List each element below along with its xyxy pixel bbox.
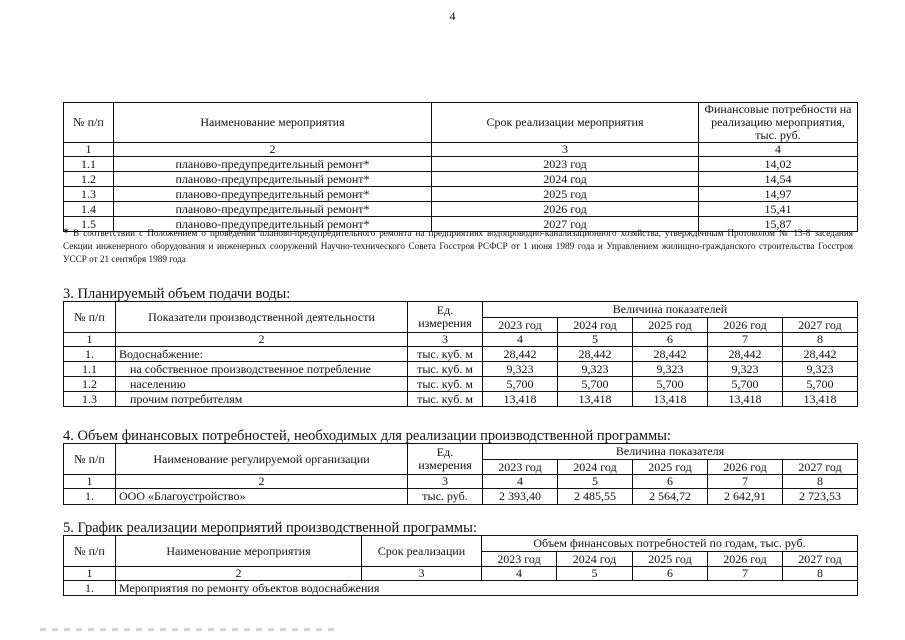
table-row xyxy=(64,581,858,596)
cell-value: 28,442 xyxy=(633,347,708,362)
cell-term: 2023 год xyxy=(432,157,699,172)
header-num: № п/п xyxy=(64,302,116,333)
header-year: 2026 год xyxy=(708,318,783,333)
header-name: Показатели производственной деятельности xyxy=(116,302,408,333)
cell-value: 9,323 xyxy=(783,362,858,377)
cell-term: 2025 год xyxy=(432,187,699,202)
header-year: 2026 год xyxy=(708,460,783,475)
colnum: 1 xyxy=(64,333,116,347)
header-name: Наименование мероприятия xyxy=(114,103,432,143)
table-row xyxy=(64,347,858,362)
header-name: Наименование регулируемой организации xyxy=(116,444,408,475)
header-term: Срок реализации мероприятия xyxy=(432,103,699,143)
header-values: Величина показателей xyxy=(483,302,858,318)
cell-value: 9,323 xyxy=(633,362,708,377)
cell-value: 13,418 xyxy=(708,392,783,407)
footnote-star: * xyxy=(63,225,69,239)
header-year: 2027 год xyxy=(783,460,858,475)
cell-value: 14,97 xyxy=(699,187,858,202)
colnum: 5 xyxy=(557,567,633,581)
cell-value: 2 723,53 xyxy=(783,489,858,505)
cell-name: планово-предупредительный ремонт* xyxy=(114,187,432,202)
cell-name: населению xyxy=(116,377,408,392)
colnum: 7 xyxy=(708,567,783,581)
cell-num: 1. xyxy=(64,347,116,362)
header-year: 2027 год xyxy=(783,552,858,567)
cell-name: планово-предупредительный ремонт* xyxy=(114,157,432,172)
header-year: 2023 год xyxy=(482,552,557,567)
colnum: 6 xyxy=(633,333,708,347)
cell-value: 28,442 xyxy=(483,347,558,362)
colnum: 7 xyxy=(708,475,783,489)
section-4-title: 4. Объем финансовых потребностей, необходимых для реализации производственной программы: xyxy=(63,428,671,444)
cell-value: 9,323 xyxy=(708,362,783,377)
cell-unit: тыс. куб. м xyxy=(408,347,483,362)
colnum: 2 xyxy=(116,333,408,347)
colnum: 3 xyxy=(362,567,482,581)
cell-num: 1.4 xyxy=(64,202,114,217)
colnum: 5 xyxy=(558,475,633,489)
header-unit: Ед. измерения xyxy=(408,444,483,475)
cell-value: 5,700 xyxy=(783,377,858,392)
cell-value: 15,41 xyxy=(699,202,858,217)
colnum: 5 xyxy=(558,333,633,347)
cut-off-text-line xyxy=(40,628,340,631)
header-values: Объем финансовых потребностей по годам, тыс. руб. xyxy=(482,536,858,552)
cell-unit: тыс. руб. xyxy=(408,489,483,505)
colnum: 8 xyxy=(783,333,858,347)
colnum: 1 xyxy=(64,143,114,157)
header-year: 2025 год xyxy=(633,552,708,567)
header-name: Наименование мероприятия xyxy=(116,536,362,567)
colnum: 1 xyxy=(64,475,116,489)
cell-num: 1.3 xyxy=(64,187,114,202)
cell-value: 28,442 xyxy=(558,347,633,362)
section-5-title: 5. График реализации мероприятий производственной программы: xyxy=(63,520,477,536)
header-year: 2023 год xyxy=(483,318,558,333)
table-row xyxy=(64,187,858,202)
cell-unit: тыс. куб. м xyxy=(408,392,483,407)
header-year: 2026 год xyxy=(708,552,783,567)
header-year: 2024 год xyxy=(558,318,633,333)
colnum: 2 xyxy=(116,567,362,581)
page-number: 4 xyxy=(449,9,456,23)
cell-value: 5,700 xyxy=(633,377,708,392)
colnum: 3 xyxy=(408,475,483,489)
schedule-table xyxy=(63,535,858,596)
cell-num: 1.1 xyxy=(64,362,116,377)
cell-name: Водоснабжение: xyxy=(116,347,408,362)
header-num: № п/п xyxy=(64,103,114,143)
colnum: 4 xyxy=(482,567,557,581)
table-row xyxy=(64,489,858,505)
colnum: 6 xyxy=(633,567,708,581)
footnote-text: В соответствии с Положением о проведении планово-предупредительного ремонта на предприятиях водопроводно-канализационного хозяйства, утвержденным Протоколом № 13-8 заседания Секции инженерного оборудования и инженерных сооружений Научно-технического Совета Госстроя РСФСР от 1 июня 1989 года и Управлением жилищно-гражданского строительства Госстроя УССР от 21 сентября 1989 года xyxy=(63,228,853,264)
colnum: 2 xyxy=(116,475,408,489)
cell-num: 1.3 xyxy=(64,392,116,407)
cell-value: 9,323 xyxy=(483,362,558,377)
colnum: 4 xyxy=(483,475,558,489)
header-year: 2024 год xyxy=(558,460,633,475)
cell-name: планово-предупредительный ремонт* xyxy=(114,217,432,232)
cell-value: 13,418 xyxy=(783,392,858,407)
cell-value: 2 485,55 xyxy=(558,489,633,505)
cell-num: 1. xyxy=(64,489,116,505)
colnum: 3 xyxy=(408,333,483,347)
cell-name: планово-предупредительный ремонт* xyxy=(114,172,432,187)
cell-num: 1.2 xyxy=(64,172,114,187)
header-year: 2025 год xyxy=(633,460,708,475)
finance-table xyxy=(63,443,858,505)
cell-term: 2027 год xyxy=(432,217,699,232)
cell-value: 5,700 xyxy=(483,377,558,392)
cell-name: на собственное производственное потребление xyxy=(116,362,408,377)
table-row xyxy=(64,377,858,392)
cell-name: прочим потребителям xyxy=(116,392,408,407)
cell-value: 28,442 xyxy=(708,347,783,362)
header-num: № п/п xyxy=(64,536,116,567)
colnum: 8 xyxy=(783,475,858,489)
cell-name: планово-предупредительный ремонт* xyxy=(114,202,432,217)
cell-num: 1.1 xyxy=(64,157,114,172)
footnote xyxy=(63,226,853,266)
header-year: 2027 год xyxy=(783,318,858,333)
header-term: Срок реализации xyxy=(362,536,482,567)
colnum: 6 xyxy=(633,475,708,489)
table-row xyxy=(64,362,858,377)
cell-value: 2 564,72 xyxy=(633,489,708,505)
cell-value: 15,87 xyxy=(699,217,858,232)
cell-num: 1. xyxy=(64,581,116,596)
header-finance: Финансовые потребности на реализацию мероприятия, тыс. руб. xyxy=(699,103,858,143)
header-year: 2023 год xyxy=(483,460,558,475)
table-row xyxy=(64,172,858,187)
colnum: 7 xyxy=(708,333,783,347)
cell-unit: тыс. куб. м xyxy=(408,362,483,377)
water-supply-table xyxy=(63,301,858,407)
colnum: 1 xyxy=(64,567,116,581)
section-3-title: 3. Планируемый объем подачи воды: xyxy=(63,286,291,302)
cell-value: 14,02 xyxy=(699,157,858,172)
cell-value: 2 393,40 xyxy=(483,489,558,505)
colnum: 8 xyxy=(783,567,858,581)
cell-value: 5,700 xyxy=(708,377,783,392)
cell-value: 5,700 xyxy=(558,377,633,392)
cell-name: ООО «Благоустройство» xyxy=(116,489,408,505)
cell-value: 14,54 xyxy=(699,172,858,187)
cell-value: 13,418 xyxy=(483,392,558,407)
cell-num: 1.5 xyxy=(64,217,114,232)
table-row xyxy=(64,392,858,407)
cell-term: 2026 год xyxy=(432,202,699,217)
cell-value: 13,418 xyxy=(633,392,708,407)
colnum: 2 xyxy=(114,143,432,157)
colnum: 4 xyxy=(483,333,558,347)
table-row xyxy=(64,202,858,217)
header-values: Величина показателя xyxy=(483,444,858,460)
cell-value: 9,323 xyxy=(558,362,633,377)
header-num: № п/п xyxy=(64,444,116,475)
colnum: 3 xyxy=(432,143,699,157)
cell-unit: тыс. куб. м xyxy=(408,377,483,392)
cell-num: 1.2 xyxy=(64,377,116,392)
table-row xyxy=(64,157,858,172)
header-year: 2025 год xyxy=(633,318,708,333)
cell-value: 13,418 xyxy=(558,392,633,407)
header-unit: Ед. измерения xyxy=(408,302,483,333)
cell-value: 2 642,91 xyxy=(708,489,783,505)
cell-value: 28,442 xyxy=(783,347,858,362)
header-year: 2024 год xyxy=(557,552,633,567)
cell-term: 2024 год xyxy=(432,172,699,187)
cell-name: Мероприятия по ремонту объектов водоснабжения xyxy=(116,581,858,596)
events-table xyxy=(63,102,858,232)
colnum: 4 xyxy=(699,143,858,157)
